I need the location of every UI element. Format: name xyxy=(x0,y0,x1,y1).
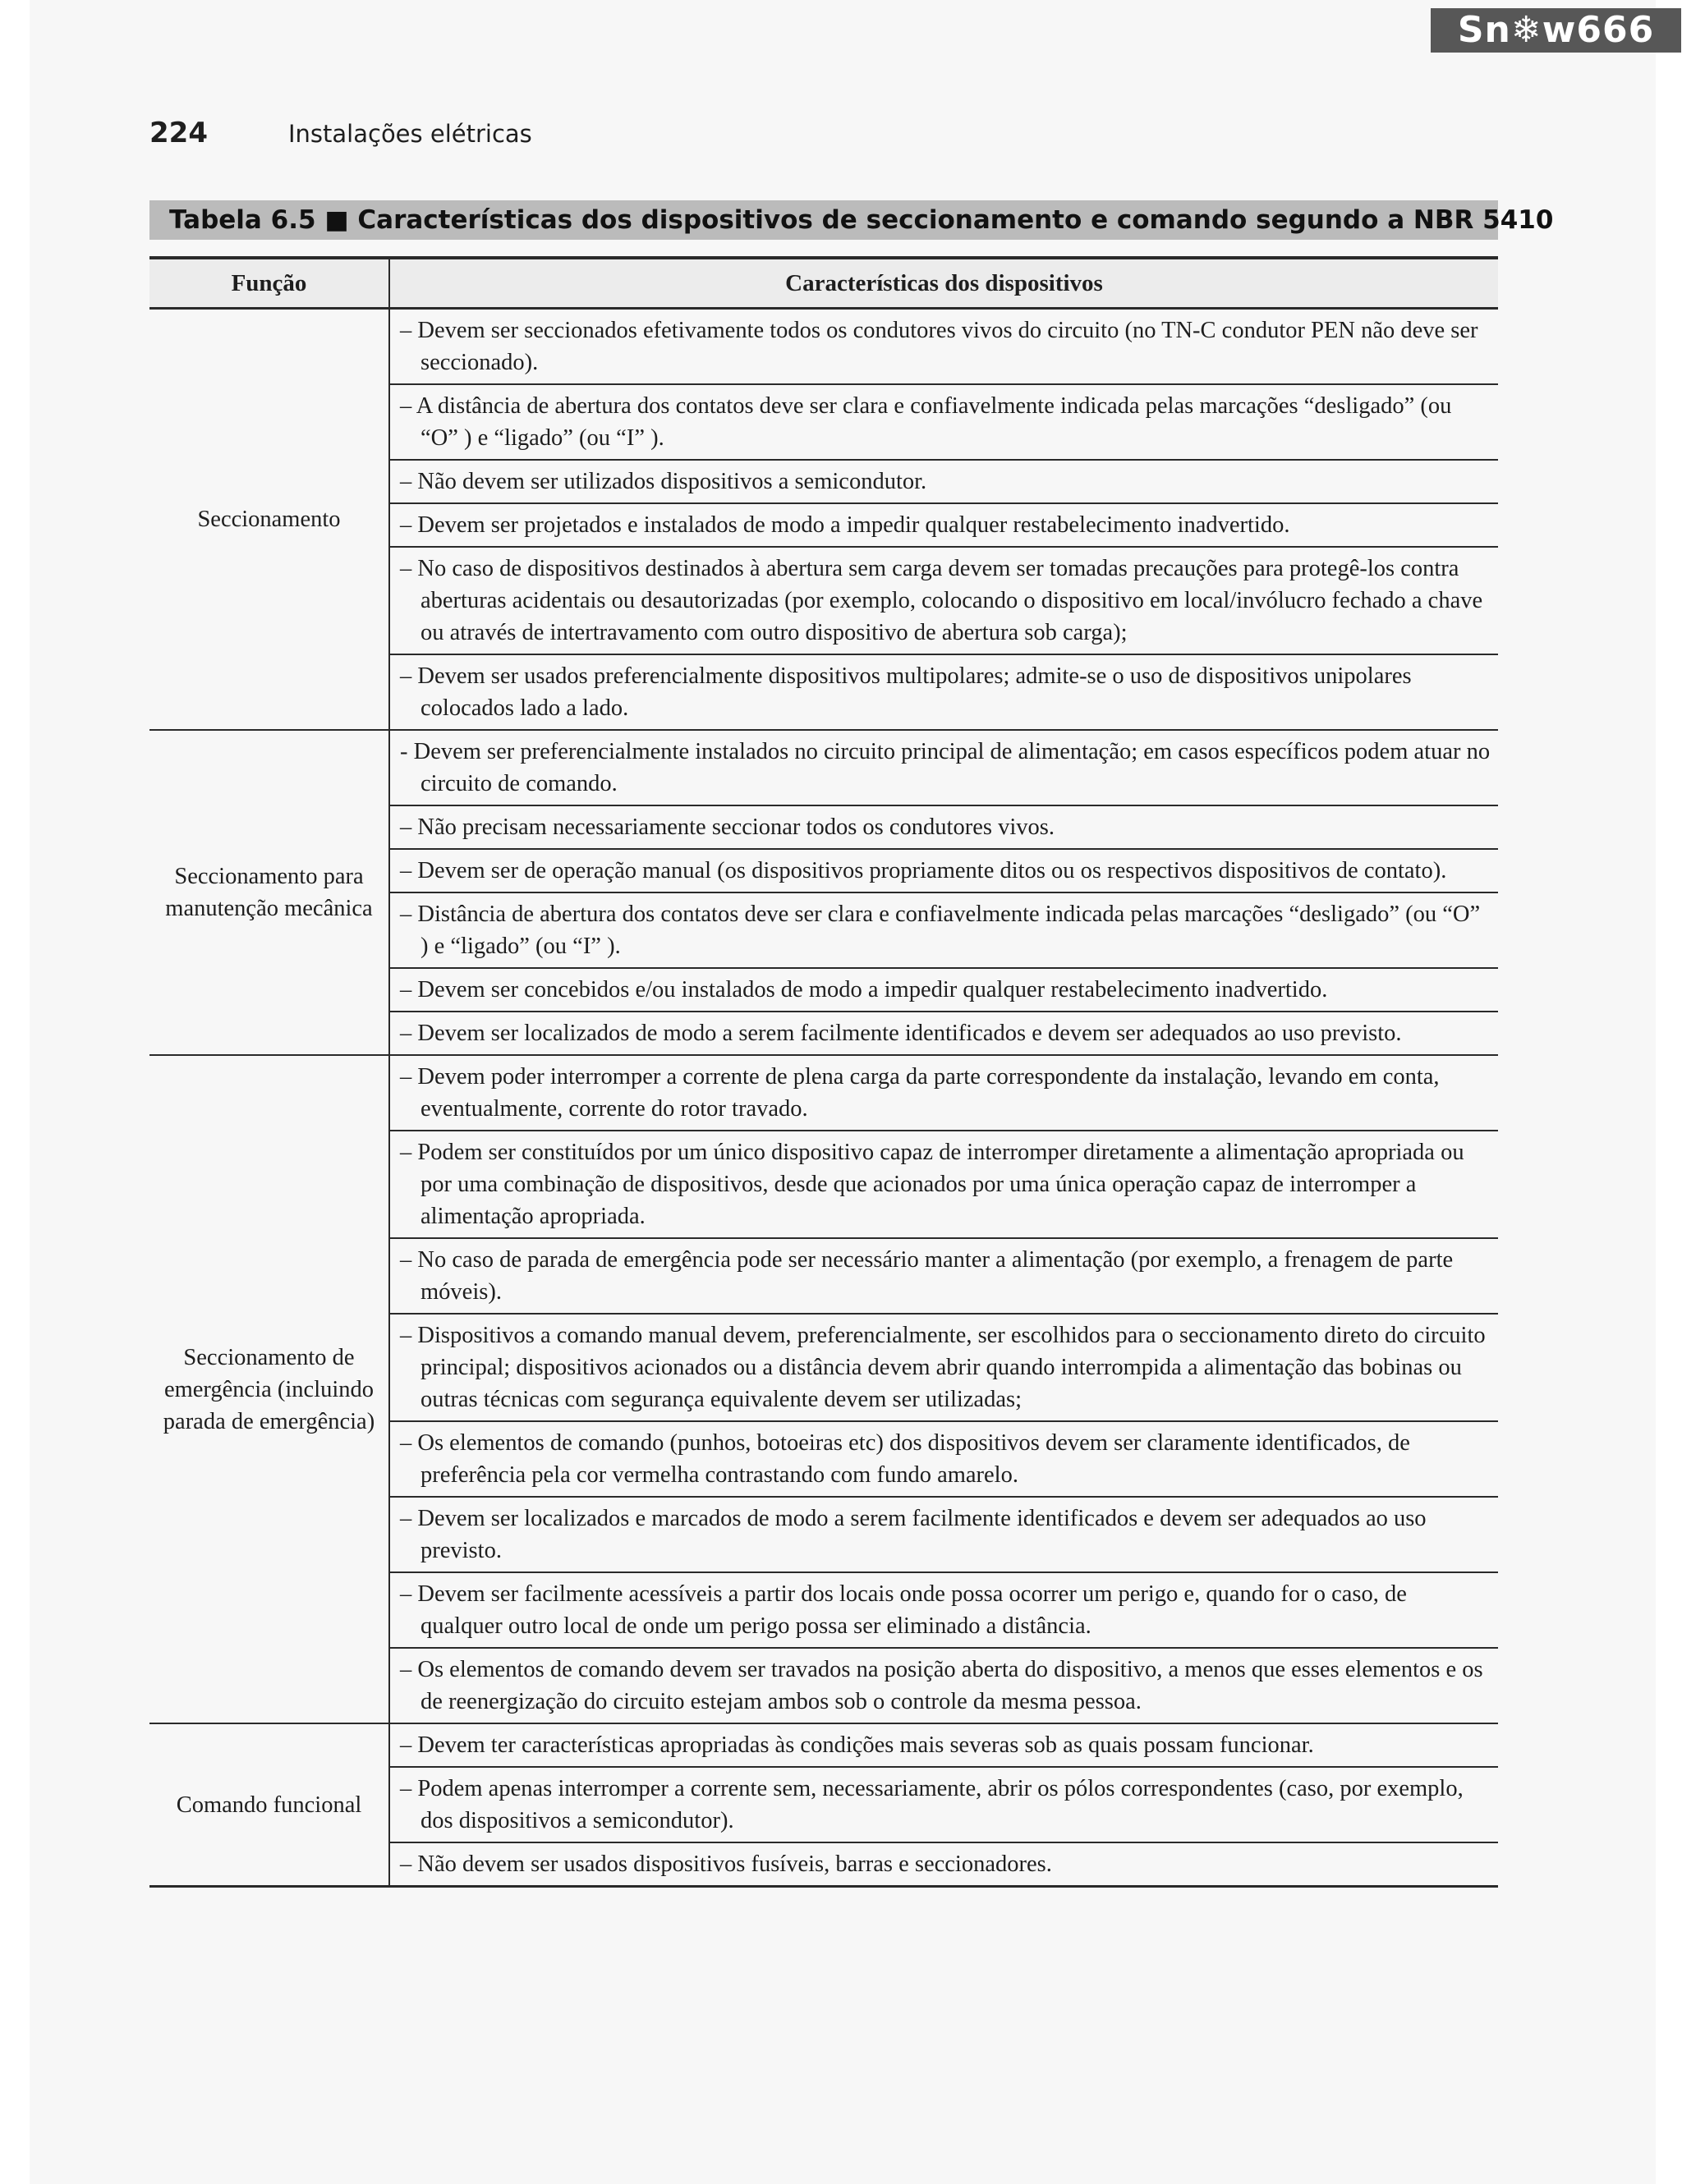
characteristic-cell xyxy=(389,1723,1498,1767)
characteristic-text: – Não devem ser usados dispositivos fusíveis, barras e seccionadores. xyxy=(400,1851,1052,1877)
table-container xyxy=(149,256,1498,1888)
page-number: 224 xyxy=(149,117,208,149)
column-header-characteristics: Características dos dispositivos xyxy=(389,258,1498,309)
characteristic-text: - Devem ser preferencialmente instalados no circuito principal de alimentação; em casos específicos podem atuar no circuito de comando. xyxy=(400,739,1491,796)
function-cell xyxy=(149,309,389,731)
table-caption: Tabela 6.5 ■ Características dos dispositivos de seccionamento e comando segundo a NBR 5410 xyxy=(149,200,1498,240)
characteristic-text: – Devem ser usados preferencialmente dispositivos multipolares; admite-se o uso de dispositivos unipolares colocados lado a lado. xyxy=(400,663,1412,721)
characteristic-cell xyxy=(389,968,1498,1012)
characteristic-text: – A distância de abertura dos contatos deve ser clara e confiavelmente indicada pelas marcações “desligado” (ou “O” ) e “ligado” (ou “I” ). xyxy=(400,393,1452,451)
characteristic-cell xyxy=(389,654,1498,730)
characteristic-text: – Devem ser projetados e instalados de modo a impedir qualquer restabelecimento inadvertido. xyxy=(400,512,1290,538)
running-title: Instalações elétricas xyxy=(287,120,532,148)
characteristic-cell xyxy=(389,1314,1498,1421)
characteristic-cell xyxy=(389,1842,1498,1887)
characteristic-text: – Dispositivos a comando manual devem, preferencialmente, ser escolhidos para o seccionamento direto do circuito principal; dispositivos acionados ou a distância devem abrir quando interrompida a alimentação das bobinas ou outras técnicas com segurança equivalente devem ser utilizadas; xyxy=(400,1323,1486,1412)
function-label: Comando funcional xyxy=(176,1792,362,1818)
characteristic-text: – Não precisam necessariamente seccionar todos os condutores vivos. xyxy=(400,814,1055,840)
characteristic-text: – Distância de abertura dos contatos deve ser clara e confiavelmente indicada pelas marcações “desligado” (ou “O” ) e “ligado” (ou “I” ). xyxy=(400,902,1481,959)
characteristic-text: – Os elementos de comando (punhos, botoeiras etc) dos dispositivos devem ser claramente identificados, de preferência pela cor vermelha contrastando com fundo amarelo. xyxy=(400,1430,1410,1488)
characteristic-text: – Podem ser constituídos por um único dispositivo capaz de interromper diretamente a alimentação apropriada ou por uma combinação de dispositivos, desde que acionados por uma única operação capaz de interromper a alimentação apropriada. xyxy=(400,1140,1464,1229)
function-label: Seccionamento xyxy=(197,507,341,532)
characteristic-cell xyxy=(389,1012,1498,1055)
characteristic-cell xyxy=(389,1131,1498,1238)
table-row xyxy=(149,309,1498,385)
characteristic-cell xyxy=(389,547,1498,654)
table-row xyxy=(149,1055,1498,1131)
characteristic-cell xyxy=(389,1767,1498,1842)
characteristic-cell xyxy=(389,460,1498,503)
characteristic-text: – Podem apenas interromper a corrente sem, necessariamente, abrir os pólos correspondentes (caso, por exemplo, dos dispositivos a semicondutor). xyxy=(400,1776,1464,1833)
characteristic-text: – Devem ser facilmente acessíveis a partir dos locais onde possa ocorrer um perigo e, quando for o caso, de qualquer outro local de onde um perigo possa ser eliminado a distância. xyxy=(400,1581,1407,1639)
characteristic-text: – Devem ser concebidos e/ou instalados de modo a impedir qualquer restabelecimento inadvertido. xyxy=(400,977,1328,1003)
function-label: Seccionamento de emergência (incluindo parada de emergência) xyxy=(163,1344,375,1434)
page-header xyxy=(149,117,532,149)
characteristic-text: – Devem ser seccionados efetivamente todos os condutores vivos do circuito (no TN-C condutor PEN não deve ser seccionado). xyxy=(400,318,1478,375)
characteristic-text: – Não devem ser utilizados dispositivos a semicondutor. xyxy=(400,469,927,494)
watermark-logo: Sn❄w666 xyxy=(1431,8,1681,53)
characteristic-text: – Devem ser localizados e marcados de modo a serem facilmente identificados e devem ser adequados ao uso previsto. xyxy=(400,1506,1427,1563)
characteristic-text: – Devem ser localizados de modo a serem facilmente identificados e devem ser adequados ao uso previsto. xyxy=(400,1021,1402,1046)
characteristics-table xyxy=(149,256,1498,1888)
characteristic-text: – Devem ter características apropriadas às condições mais severas sob as quais possam funcionar. xyxy=(400,1732,1314,1758)
characteristic-cell xyxy=(389,1055,1498,1131)
characteristic-text: – No caso de dispositivos destinados à abertura sem carga devem ser tomadas precauções para protegê-los contra aberturas acidentais ou desautorizadas (por exemplo, colocando o dispositivo em local/invólucro fechado a chave ou através de intertravamento com outro dispositivo de abertura sob carga); xyxy=(400,556,1483,645)
function-cell xyxy=(149,730,389,1055)
characteristic-cell xyxy=(389,384,1498,460)
table-row xyxy=(149,730,1498,805)
characteristic-cell xyxy=(389,1421,1498,1497)
table-body xyxy=(149,309,1498,1887)
characteristic-cell xyxy=(389,849,1498,892)
characteristic-cell xyxy=(389,309,1498,385)
characteristic-cell xyxy=(389,503,1498,547)
table-header-row xyxy=(149,258,1498,309)
characteristic-text: – Devem poder interromper a corrente de plena carga da parte correspondente da instalação, levando em conta, eventualmente, corrente do rotor travado. xyxy=(400,1064,1440,1122)
characteristic-cell xyxy=(389,1238,1498,1314)
characteristic-cell xyxy=(389,805,1498,849)
characteristic-text: – Devem ser de operação manual (os dispositivos propriamente ditos ou os respectivos dispositivos de contato). xyxy=(400,858,1447,883)
characteristic-cell xyxy=(389,1497,1498,1572)
characteristic-cell xyxy=(389,892,1498,968)
table-row xyxy=(149,1723,1498,1767)
characteristic-cell xyxy=(389,1572,1498,1648)
function-cell xyxy=(149,1055,389,1723)
function-cell xyxy=(149,1723,389,1887)
characteristic-cell xyxy=(389,1648,1498,1723)
characteristic-text: – No caso de parada de emergência pode ser necessário manter a alimentação (por exemplo, a frenagem de parte móveis). xyxy=(400,1247,1454,1305)
characteristic-cell xyxy=(389,730,1498,805)
column-header-function: Função xyxy=(149,258,389,309)
characteristic-text: – Os elementos de comando devem ser travados na posição aberta do dispositivo, a menos que esses elementos e os de reenergização do circuito estejam ambos sob o controle da mesma pessoa. xyxy=(400,1657,1483,1714)
function-label: Seccionamento para manutenção mecânica xyxy=(165,864,373,921)
